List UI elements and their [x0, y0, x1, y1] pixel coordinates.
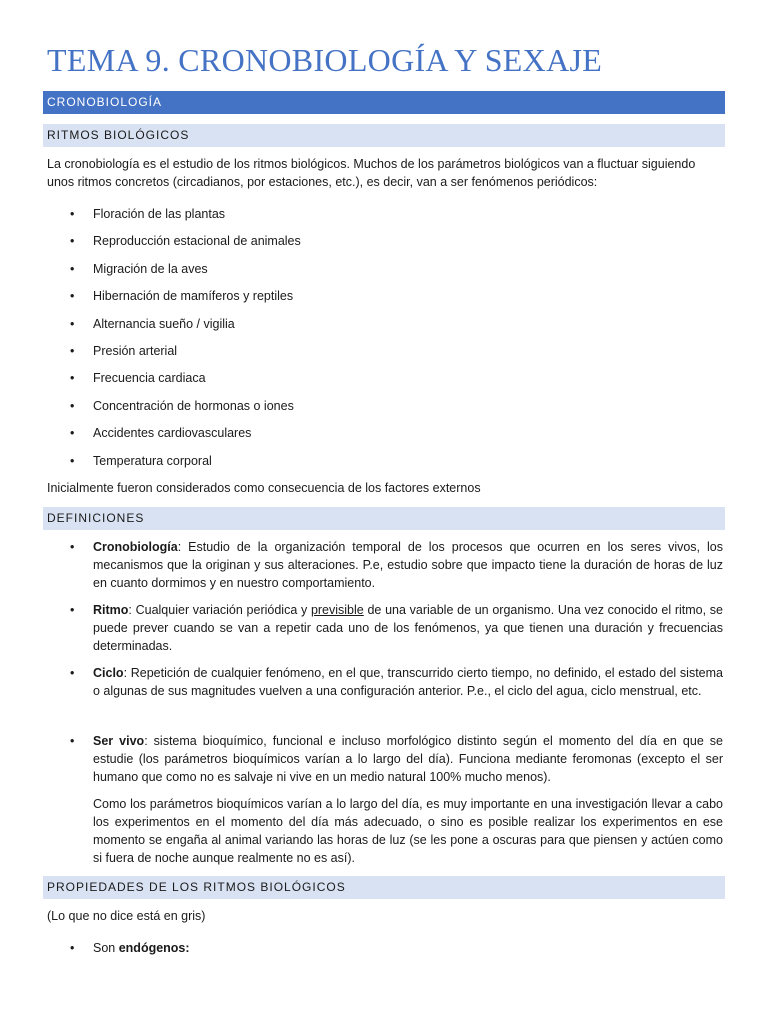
- propiedades-note: (Lo que no dice está en gris): [47, 909, 206, 923]
- definition-ser-vivo: [47, 732, 723, 786]
- bullet-dot: •: [70, 207, 75, 221]
- list-item-text: Frecuencia cardiaca: [93, 371, 206, 386]
- list-item-text: Floración de las plantas: [93, 207, 226, 221]
- bullet-dot: •: [70, 289, 75, 304]
- term-ritmo: Ritmo: [93, 603, 129, 617]
- definition-extra-text: Como los parámetros bioquímicos varían a lo largo del día, es muy importante en una investigación llevar a cabo los experimentos en el momento del día más adecuado, o sino es posible realizar los experimentos en ese momento se engaña al animal variando las horas de luz (se les pone a oscuras para que piensen y actúen como si fuera de noche aunque realmente no es así).: [93, 797, 723, 865]
- list-item-text: Migración de la aves: [93, 261, 208, 276]
- bullet-dot: •: [70, 453, 75, 468]
- list-item: [47, 397, 723, 424]
- bullet-dot: •: [70, 371, 75, 386]
- phenomena-list: [47, 205, 723, 479]
- external-factors-paragraph: Inicialmente fueron considerados como consecuencia de los factores externos: [47, 481, 481, 495]
- bullet-dot: •: [70, 316, 75, 331]
- list-item: [47, 205, 723, 232]
- bullet-dot: •: [70, 603, 75, 617]
- page-title: TEMA 9. CRONOBIOLOGÍA Y SEXAJE: [47, 42, 603, 78]
- list-item-text: Presión arterial: [93, 343, 178, 358]
- bullet-dot: •: [70, 234, 75, 249]
- section-header-propiedades: PROPIEDADES DE LOS RITMOS BIOLÓGICOS: [43, 876, 725, 899]
- definition-ritmo: [47, 601, 723, 655]
- intro-paragraph: La cronobiología es el estudio de los ritmos biológicos. Muchos de los parámetros biológicos van a fluctuar siguiendo unos ritmos concretos (circadianos, por estaciones, etc.), es decir, van a ser fenómenos periódicos:: [47, 157, 696, 189]
- definition-text: : Cualquier variación periódica y: [128, 603, 311, 617]
- bullet-dot: •: [70, 734, 75, 748]
- list-item: [47, 232, 723, 259]
- term-ser-vivo: Ser vivo: [93, 734, 145, 748]
- list-item: [47, 452, 723, 479]
- term-ciclo: Ciclo: [93, 666, 124, 680]
- list-item-text: Reproducción estacional de animales: [93, 234, 301, 249]
- bullet-dot: •: [70, 540, 75, 554]
- list-item: [47, 315, 723, 342]
- definition-cronobiologia: [47, 538, 723, 592]
- definition-text: de una variable de un organismo. Una vez conocido el ritmo, se puede prever cuando se van a repetir cada uno de los fenómenos, ya que tienen una duración y frecuencias determinadas.: [93, 603, 724, 653]
- definition-ser-vivo-extra: [47, 795, 723, 867]
- list-item: [47, 260, 723, 287]
- underlined-word: previsible: [310, 603, 364, 617]
- list-item-text: Alternancia sueño / vigilia: [93, 316, 235, 331]
- bullet-dot: •: [70, 343, 75, 358]
- definition-text: : Repetición de cualquier fenómeno, en el que, transcurrido cierto tiempo, no definido, el estado del sistema o algunas de sus magnitudes vuelven a una configuración anterior. P.e., el ciclo del agua, ciclo menstrual, etc.: [93, 666, 723, 698]
- list-item-text: Concentración de hormonas o iones: [93, 398, 294, 413]
- section-header-cronobiologia: CRONOBIOLOGÍA: [43, 91, 725, 114]
- bullet-dot: •: [70, 426, 75, 441]
- bullet-dot: •: [70, 398, 75, 413]
- definition-text: : Estudio de la organización temporal de los procesos que ocurren en los seres vivos, los mecanismos que la originan y sus alteraciones. P.e, estudio sobre que impacto tiene la duración de horas de luz en cuanto dormimos y en nuestro comportamiento.: [93, 540, 723, 590]
- term-cronobiologia: Cronobiología: [93, 540, 178, 554]
- list-item: [47, 342, 723, 369]
- term-endogenos: endógenos:: [118, 941, 190, 955]
- bullet-dot: •: [70, 261, 75, 276]
- section-header-ritmos-biologicos: RITMOS BIOLÓGICOS: [43, 124, 725, 147]
- list-item-text: Accidentes cardiovasculares: [93, 426, 252, 441]
- list-item-text: Hibernación de mamíferos y reptiles: [93, 289, 294, 304]
- definition-text: : sistema bioquímico, funcional e incluso morfológico distinto según el momento del día en que se estudie (los parámetros bioquímicos varían a lo largo del día). Funciona mediante feromonas (excepto el ser humano que como no es salvaje ni vive en un medio natural 100% mucho menos).: [93, 734, 723, 784]
- bullet-prefix: Son: [93, 941, 119, 955]
- definition-ciclo: [47, 664, 723, 700]
- list-item: [47, 287, 723, 314]
- bullet-dot: •: [70, 666, 75, 680]
- propiedades-bullet-endogenos: [47, 939, 723, 957]
- list-item-text: Temperatura corporal: [93, 453, 212, 468]
- list-item: [47, 369, 723, 396]
- section-header-definiciones: DEFINICIONES: [43, 507, 725, 530]
- bullet-dot: •: [70, 941, 75, 955]
- list-item: [47, 424, 723, 451]
